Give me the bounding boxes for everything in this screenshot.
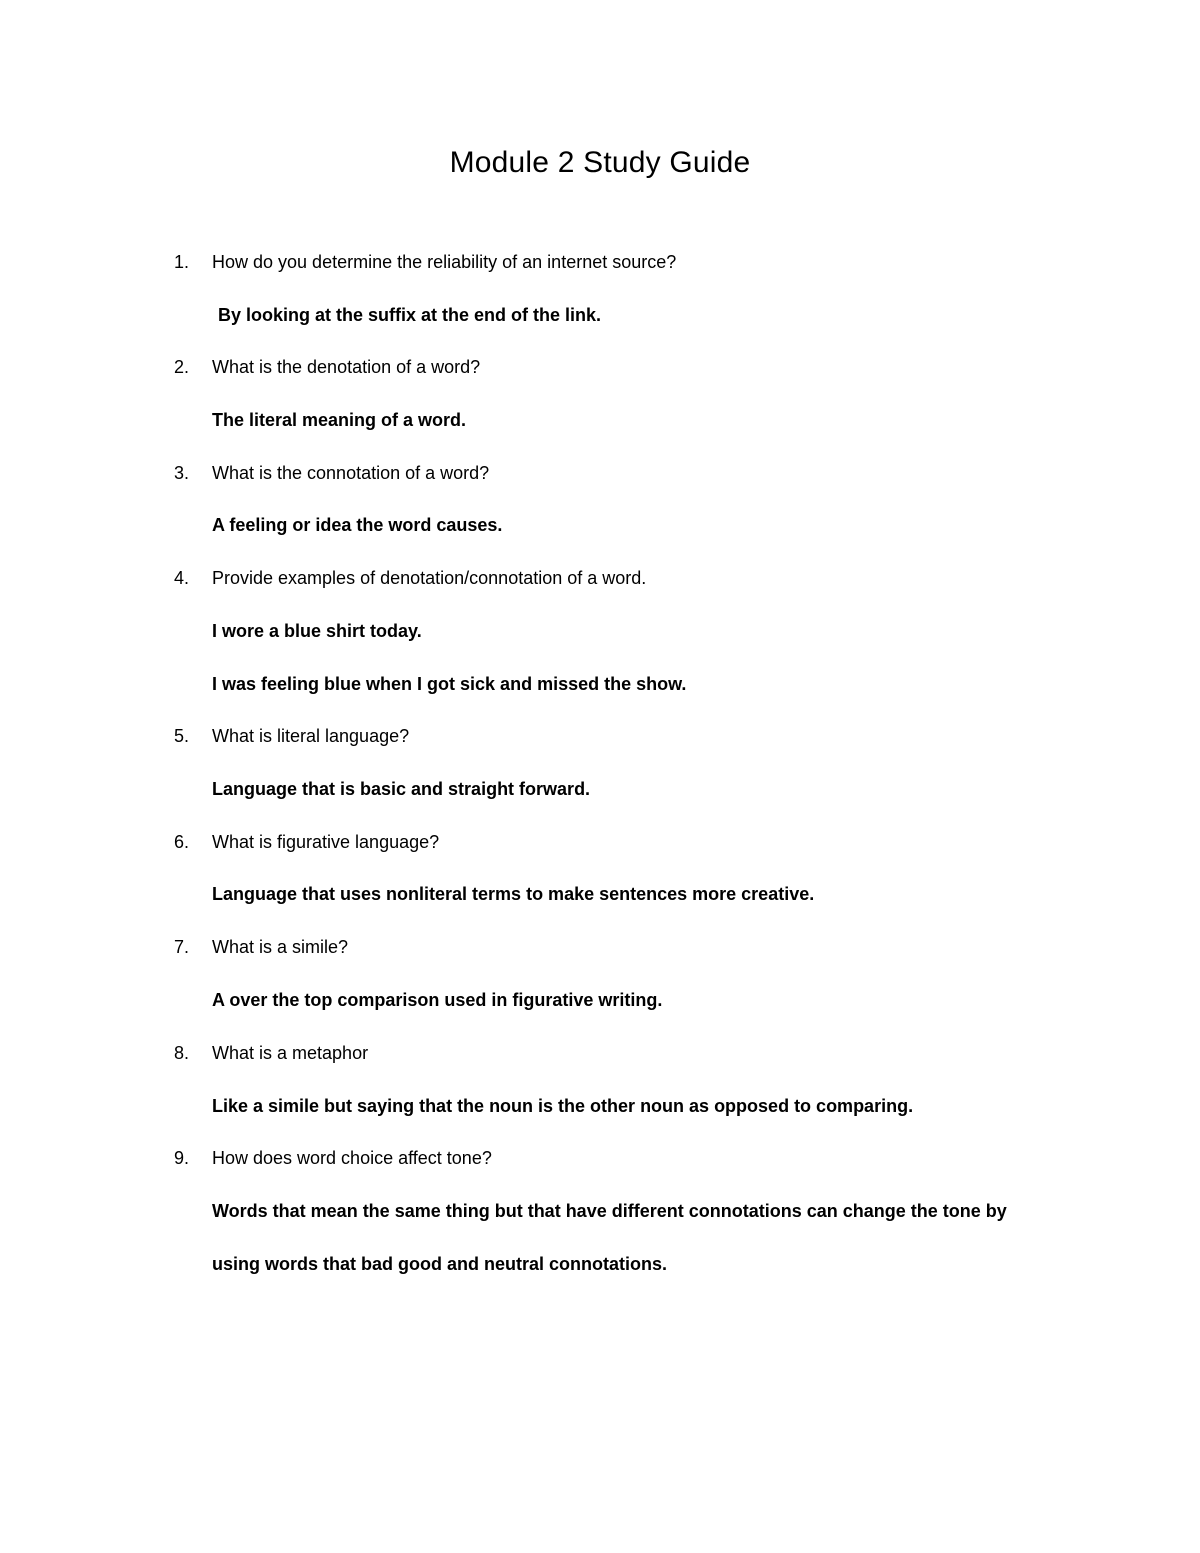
question-number: 5.	[174, 726, 190, 746]
question-text: What is figurative language?	[212, 832, 440, 852]
question-text: Provide examples of denotation/connotation of a word.	[212, 568, 647, 588]
question-text: How do you determine the reliability of an internet source?	[212, 252, 677, 272]
question-number: 3.	[174, 463, 190, 483]
question-number: 4.	[174, 568, 190, 588]
question-number: 2.	[174, 357, 190, 377]
question-text: What is a metaphor	[212, 1043, 369, 1063]
answer-text: using words that bad good and neutral connotations.	[212, 1254, 667, 1274]
question-text: How does word choice affect tone?	[212, 1148, 492, 1168]
answer-text: I wore a blue shirt today.	[212, 621, 422, 641]
page-title: Module 2 Study Guide	[449, 146, 751, 179]
question-text: What is literal language?	[212, 726, 410, 746]
question-number: 1.	[174, 252, 190, 272]
question-number: 7.	[174, 937, 190, 957]
question-number: 9.	[174, 1148, 190, 1168]
question-text: What is a simile?	[212, 937, 349, 957]
answer-text: The literal meaning of a word.	[212, 410, 467, 430]
answer-text: Like a simile but saying that the noun is the other noun as opposed to comparing.	[212, 1096, 914, 1116]
question-number: 6.	[174, 832, 190, 852]
question-text: What is the connotation of a word?	[212, 463, 490, 483]
question-number: 8.	[174, 1043, 190, 1063]
answer-text: I was feeling blue when I got sick and missed the show.	[212, 674, 687, 694]
answer-text: A feeling or idea the word causes.	[212, 515, 503, 535]
answer-text: Words that mean the same thing but that have different connotations can change the tone by	[212, 1201, 1007, 1221]
answer-text: Language that is basic and straight forward.	[212, 779, 591, 799]
question-text: What is the denotation of a word?	[212, 357, 481, 377]
answer-text: Language that uses nonliteral terms to make sentences more creative.	[212, 884, 815, 904]
answer-text: A over the top comparison used in figurative writing.	[212, 990, 663, 1010]
answer-text: By looking at the suffix at the end of the link.	[218, 305, 602, 325]
